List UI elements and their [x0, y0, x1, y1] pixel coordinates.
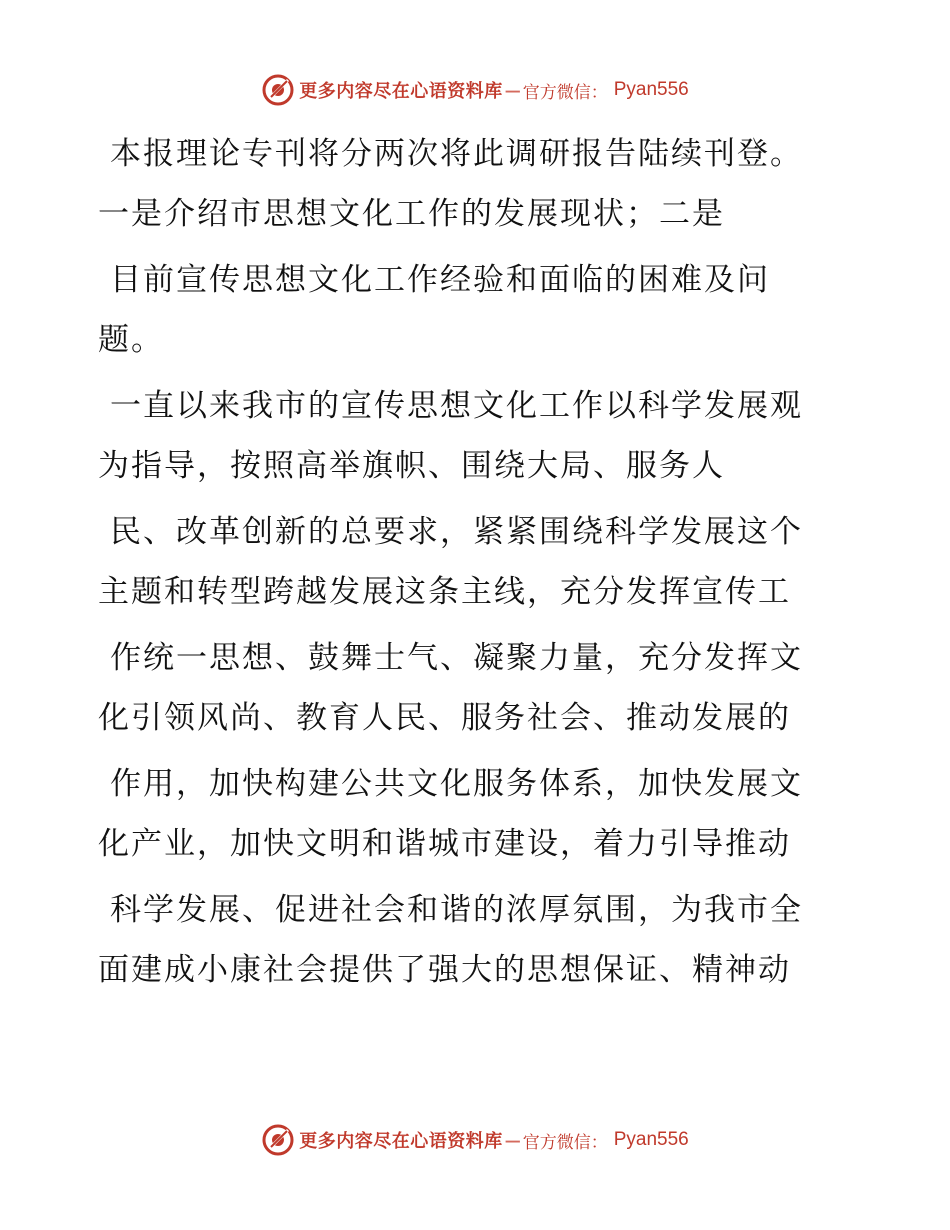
header-banner	[0, 70, 950, 110]
banner-wechat-id: Pyan556	[613, 79, 689, 100]
text-line: 科学发展、促进社会和谐的浓厚氛围，为我市全	[110, 892, 803, 928]
text-line: 一直以来我市的宣传思想文化工作以科学发展观	[110, 388, 803, 424]
text-line: 化引领风尚、教育人民、服务社会、推动发展的	[98, 700, 791, 736]
banner-wechat-label: 官方微信：	[522, 1132, 608, 1153]
text-line: 为指导，按照高举旗帜、围绕大局、服务人	[98, 448, 725, 484]
text-line: 一是介绍市思想文化工作的发展现状；二是	[98, 196, 725, 232]
banner-wechat-label: 官方微信：	[522, 82, 608, 103]
text-line: 作用，加快构建公共文化服务体系，加快发展文	[110, 766, 803, 802]
text-line: 本报理论专刊将分两次将此调研报告陆续刊登。	[110, 136, 803, 172]
footer-banner	[0, 1120, 950, 1160]
text-line: 题。	[98, 322, 164, 358]
text-line: 主题和转型跨越发展这条主线，充分发挥宣传工	[98, 574, 791, 610]
banner-separator: —	[504, 1130, 521, 1150]
pen-nib-logo-icon	[261, 73, 295, 107]
banner-wechat-id: Pyan556	[613, 1129, 689, 1150]
text-line: 目前宣传思想文化工作经验和面临的困难及问	[110, 262, 770, 298]
banner-separator: —	[504, 80, 521, 100]
text-line: 民、改革创新的总要求，紧紧围绕科学发展这个	[110, 514, 803, 550]
banner-main-text: 更多内容尽在心语资料库	[299, 1131, 503, 1152]
text-line: 作统一思想、鼓舞士气、凝聚力量，充分发挥文	[110, 640, 803, 676]
text-line: 化产业，加快文明和谐城市建设，着力引导推动	[98, 826, 791, 862]
text-line: 面建成小康社会提供了强大的思想保证、精神动	[98, 952, 791, 988]
pen-nib-logo-icon	[261, 1123, 295, 1157]
banner-main-text: 更多内容尽在心语资料库	[299, 81, 503, 102]
document-body	[98, 124, 898, 1000]
